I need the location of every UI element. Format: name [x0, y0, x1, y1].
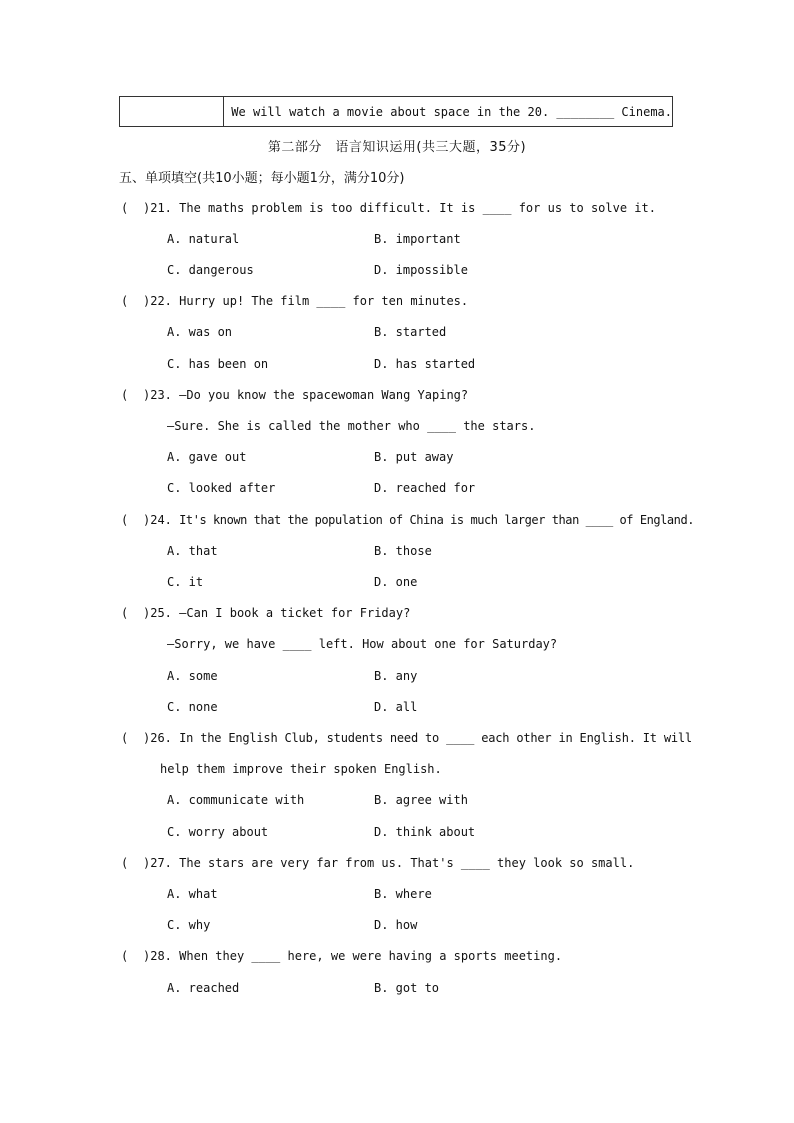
part-heading: 五、单项填空(共10小题；每小题1分，满分10分) [119, 171, 405, 186]
option-c: C. worry about [167, 825, 269, 839]
question-stem-line-2: —Sure. She is called the mother who ____ the stars. [167, 419, 536, 433]
option-a: A. reached [167, 981, 240, 995]
table-right-cell: We will watch a movie about space in the 20. ________ Cinema. [231, 104, 672, 119]
option-c: C. dangerous [167, 263, 254, 277]
option-b: B. where [374, 887, 432, 901]
answer-paren: ( [121, 606, 129, 620]
option-a: A. gave out [167, 450, 247, 464]
answer-paren: ( [121, 949, 129, 963]
question-28 [121, 949, 562, 963]
option-b: B. those [374, 544, 432, 558]
option-b: B. agree with [374, 793, 468, 807]
answer-paren: ( [121, 856, 129, 870]
option-d: D. think about [374, 825, 476, 839]
question-21 [121, 201, 656, 215]
answer-paren: ( [121, 201, 129, 215]
question-number: )22. [143, 294, 172, 308]
question-23 [121, 388, 468, 402]
option-b: B. important [374, 232, 461, 246]
question-stem: —Can I book a ticket for Friday? [179, 606, 411, 620]
option-d: D. impossible [374, 263, 468, 277]
option-d: D. reached for [374, 481, 476, 495]
question-stem: The stars are very far from us. That's ____ they look so small. [179, 856, 635, 870]
answer-paren: ( [121, 294, 129, 308]
question-number: )24. [143, 513, 172, 527]
option-a: A. some [167, 669, 218, 683]
question-stem: Hurry up! The film ____ for ten minutes. [179, 294, 469, 308]
option-b: B. got to [374, 981, 440, 995]
question-stem: It's known that the population of China is much larger than ____ of England. [179, 513, 695, 527]
question-number: )23. [143, 388, 172, 402]
option-c: C. looked after [167, 481, 276, 495]
option-b: B. any [374, 669, 418, 683]
question-24 [121, 513, 694, 527]
question-stem: In the English Club, students need to ____ each other in English. It will [179, 731, 692, 745]
answer-paren: ( [121, 513, 129, 527]
question-stem: When they ____ here, we were having a sports meeting. [179, 949, 563, 963]
option-d: D. all [374, 700, 418, 714]
table-left-cell [120, 97, 224, 126]
option-d: D. has started [374, 357, 476, 371]
option-c: C. has been on [167, 357, 269, 371]
option-a: A. natural [167, 232, 240, 246]
question-number: )27. [143, 856, 172, 870]
option-d: D. how [374, 918, 418, 932]
question-26 [121, 731, 692, 745]
option-a: A. was on [167, 325, 233, 339]
question-stem-line-2: —Sorry, we have ____ left. How about one for Saturday? [167, 637, 558, 651]
option-b: B. put away [374, 450, 454, 464]
answer-table [119, 96, 673, 127]
answer-paren: ( [121, 731, 129, 745]
question-22 [121, 294, 468, 308]
question-27 [121, 856, 634, 870]
question-stem: The maths problem is too difficult. It is ____ for us to solve it. [179, 201, 656, 215]
option-a: A. that [167, 544, 218, 558]
option-d: D. one [374, 575, 418, 589]
option-c: C. none [167, 700, 218, 714]
option-c: C. why [167, 918, 211, 932]
option-c: C. it [167, 575, 204, 589]
question-number: )26. [143, 731, 172, 745]
question-stem: —Do you know the spacewoman Wang Yaping? [179, 388, 469, 402]
question-stem-line-2: help them improve their spoken English. [160, 762, 442, 776]
question-number: )25. [143, 606, 172, 620]
question-number: )28. [143, 949, 172, 963]
option-b: B. started [374, 325, 447, 339]
question-number: )21. [143, 201, 172, 215]
section-title: 第二部分 语言知识运用(共三大题，35分) [267, 140, 527, 155]
option-a: A. communicate with [167, 793, 305, 807]
question-25 [121, 606, 410, 620]
option-a: A. what [167, 887, 218, 901]
answer-paren: ( [121, 388, 129, 402]
